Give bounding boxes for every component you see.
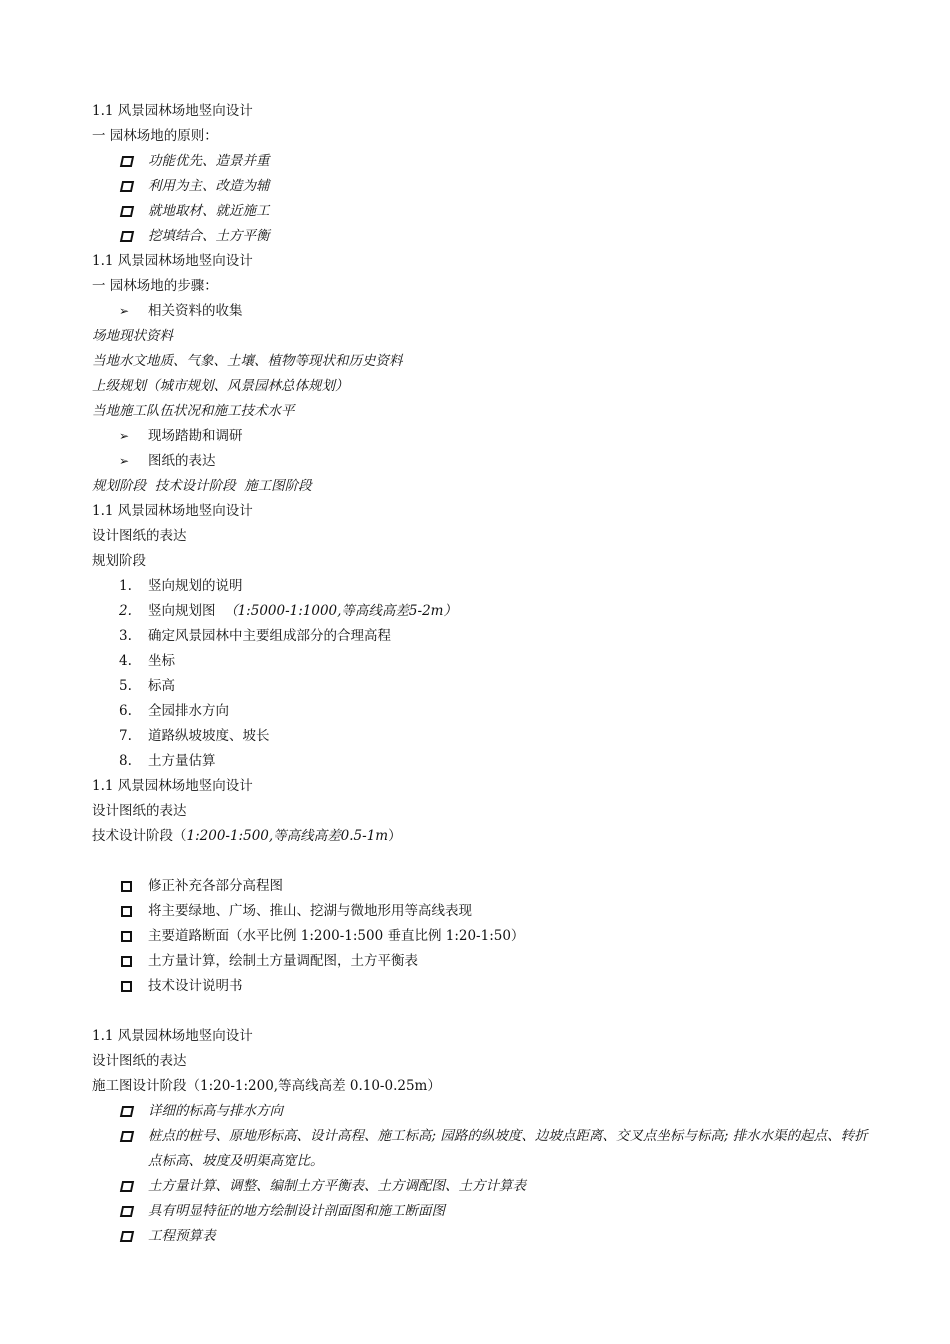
list-item [92, 199, 872, 224]
list-item-text: 现场踏勘和调研 [148, 428, 243, 444]
section-heading: 一 园林场地的步骤： [92, 278, 218, 294]
item-number: 1. [119, 578, 132, 594]
list-item-text: 主要道路断面（水平比例 1:200-1:500 垂直比例 1:20-1:50） [148, 928, 525, 944]
list-item-text: 竖向规划图 [148, 603, 225, 619]
numbered-item [92, 599, 872, 624]
note-line: 场地现状资料 [92, 328, 173, 344]
checkbox-bullet-icon [121, 881, 132, 892]
checkbox-bullet-icon [121, 906, 132, 917]
document-body [92, 99, 872, 1249]
list-item [92, 1174, 872, 1199]
list-item-text: 全园排水方向 [148, 703, 229, 719]
list-item-text: 土方量计算、调整、编制土方平衡表、土方调配图、土方计算表 [148, 1178, 526, 1194]
stage-label-close: ） [388, 828, 402, 844]
section-title: 1.1 风景园林场地竖向设计 [92, 103, 253, 119]
item-number: 2. [119, 603, 132, 619]
list-item-text: 详细的标高与排水方向 [148, 1103, 283, 1119]
stages-line: 规划阶段 技术设计阶段 施工图阶段 [92, 478, 312, 494]
item-number: 8. [119, 753, 132, 769]
stage-label: 规划阶段 [92, 553, 146, 569]
numbered-item [92, 724, 872, 749]
list-item-text: 利用为主、改造为辅 [148, 178, 270, 194]
list-item-text: 坐标 [148, 653, 175, 669]
stage-label: 施工图设计阶段（1:20-1:200,等高线高差 0.10-0.25m） [92, 1078, 441, 1094]
list-item [92, 899, 872, 924]
section-title: 1.1 风景园林场地竖向设计 [92, 1028, 253, 1044]
spacer [92, 849, 872, 874]
section-subtitle: 设计图纸的表达 [92, 528, 187, 544]
list-item-text: 技术设计说明书 [148, 978, 243, 994]
item-number: 4. [119, 653, 132, 669]
arrow-bullet-icon: ➢ [119, 429, 130, 443]
list-item [92, 424, 872, 449]
list-item [92, 1099, 872, 1124]
list-item-text: 土方量计算，绘制土方量调配图，土方平衡表 [148, 953, 418, 969]
list-item [92, 224, 872, 249]
numbered-item [92, 624, 872, 649]
section-title: 1.1 风景园林场地竖向设计 [92, 253, 253, 269]
list-item [92, 174, 872, 199]
list-item [92, 449, 872, 474]
section-subtitle: 设计图纸的表达 [92, 803, 187, 819]
list-item-text: 挖填结合、土方平衡 [148, 228, 270, 244]
list-item [92, 949, 872, 974]
checkbox-bullet-icon [120, 1106, 134, 1117]
list-item [92, 1124, 872, 1174]
checkbox-bullet-icon [120, 1131, 134, 1142]
list-item [92, 874, 872, 899]
numbered-item [92, 674, 872, 699]
stage-label [92, 824, 872, 849]
list-item-text: 修正补充各部分高程图 [148, 878, 283, 894]
list-item [92, 149, 872, 174]
checkbox-bullet-icon [121, 981, 132, 992]
list-item-text: 将主要绿地、广场、推山、挖湖与微地形用等高线表现 [148, 903, 472, 919]
checkbox-bullet-icon [120, 206, 134, 217]
numbered-item [92, 699, 872, 724]
section-subtitle: 设计图纸的表达 [92, 1053, 187, 1069]
list-item-text: 桩点的桩号、原地形标高、设计高程、施工标高; 园路的纵坡度、边坡点距离、交叉点坐标与标高; 排水水渠的起点、转折点标高、坡度及明渠高宽比。 [148, 1128, 868, 1169]
list-item-text: 确定风景园林中主要组成部分的合理高程 [148, 628, 391, 644]
item-number: 7. [119, 728, 132, 744]
list-item [92, 924, 872, 949]
checkbox-bullet-icon [120, 156, 134, 167]
list-item [92, 1224, 872, 1249]
section-title: 1.1 风景园林场地竖向设计 [92, 503, 253, 519]
numbered-item [92, 574, 872, 599]
checkbox-bullet-icon [120, 1206, 134, 1217]
stage-label-text: 技术设计阶段（ [92, 828, 187, 844]
item-number: 6. [119, 703, 132, 719]
checkbox-bullet-icon [120, 1181, 134, 1192]
list-item-text: 具有明显特征的地方绘制设计剖面图和施工断面图 [148, 1203, 445, 1219]
list-item-text: 标高 [148, 678, 175, 694]
note-line: 当地水文地质、气象、土壤、植物等现状和历史资料 [92, 353, 403, 369]
item-number: 3. [119, 628, 132, 644]
list-item-text: 相关资料的收集 [148, 303, 243, 319]
section-title: 1.1 风景园林场地竖向设计 [92, 778, 253, 794]
arrow-bullet-icon: ➢ [119, 454, 130, 468]
list-item-text: 图纸的表达 [148, 453, 216, 469]
list-item [92, 974, 872, 999]
section-heading: 一 园林场地的原则： [92, 128, 218, 144]
arrow-bullet-icon: ➢ [119, 304, 130, 318]
list-item-text: 功能优先、造景并重 [148, 153, 270, 169]
list-item-text: 工程预算表 [148, 1228, 216, 1244]
note-line: 上级规划（城市规划、风景园林总体规划） [92, 378, 349, 394]
list-item-text: 竖向规划的说明 [148, 578, 243, 594]
stage-scale-note: 1:200-1:500,等高线高差0.5-1m [186, 828, 389, 844]
checkbox-bullet-icon [121, 956, 132, 967]
numbered-item [92, 749, 872, 774]
checkbox-bullet-icon [120, 231, 134, 242]
numbered-item [92, 649, 872, 674]
list-item [92, 1199, 872, 1224]
checkbox-bullet-icon [120, 1231, 134, 1242]
checkbox-bullet-icon [121, 931, 132, 942]
note-line: 当地施工队伍状况和施工技术水平 [92, 403, 295, 419]
checkbox-bullet-icon [120, 181, 134, 192]
spacer [92, 999, 872, 1024]
item-number: 5. [119, 678, 132, 694]
scale-note: （1:5000-1:1000,等高线高差5-2m） [224, 603, 457, 619]
list-item-text: 道路纵坡坡度、坡长 [148, 728, 270, 744]
list-item-text: 土方量估算 [148, 753, 216, 769]
list-item-text: 就地取材、就近施工 [148, 203, 270, 219]
list-item [92, 299, 872, 324]
